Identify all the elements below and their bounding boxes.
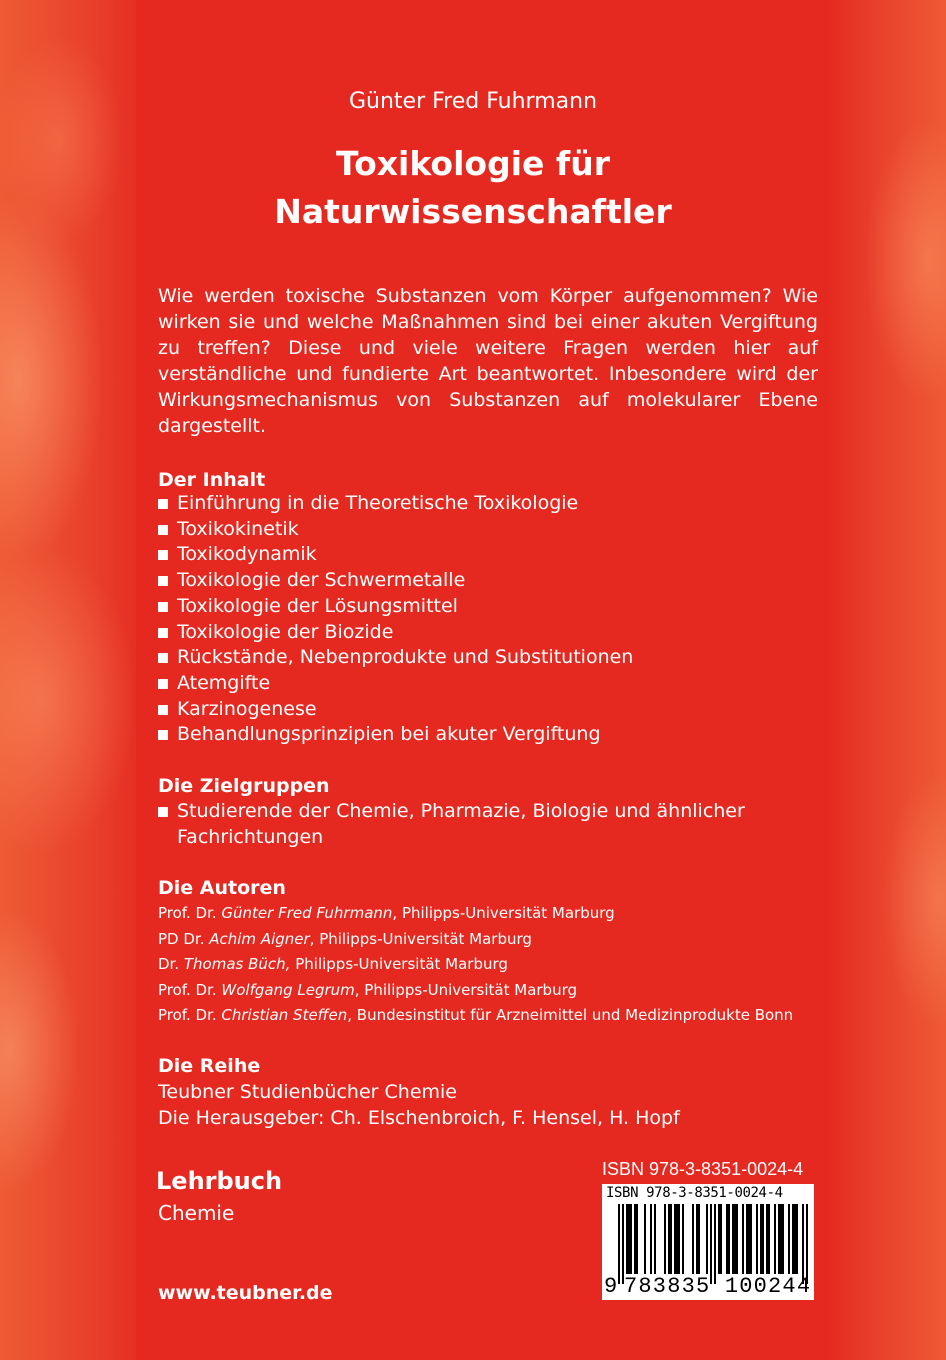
autoren-heading: Die Autoren — [158, 877, 286, 899]
barcode-bar — [630, 1204, 632, 1274]
author-name: Günter Fred Fuhrmann — [221, 904, 393, 922]
inhalt-heading: Der Inhalt — [158, 469, 266, 491]
barcode-bar — [622, 1204, 624, 1284]
bullet-square-icon — [158, 653, 168, 663]
barcode-bar — [794, 1204, 796, 1274]
author-entry — [158, 1003, 838, 1029]
author-affiliation: , Philipps-Universität Marburg — [354, 980, 578, 999]
bullet-square-icon — [158, 525, 168, 535]
barcode-bar — [720, 1204, 722, 1274]
zielgruppen-list — [158, 799, 818, 850]
inhalt-item — [158, 594, 828, 620]
book-title-line-2: Naturwissenschaftler — [274, 192, 672, 231]
author-entry — [158, 978, 838, 1004]
bullet-square-icon — [158, 602, 168, 612]
inhalt-list — [158, 491, 828, 748]
barcode-bar — [748, 1204, 750, 1274]
inhalt-item — [158, 620, 828, 646]
author-name: Thomas Büch, — [183, 955, 291, 974]
barcode-bar — [762, 1204, 764, 1274]
barcode-bar — [678, 1204, 680, 1274]
book-title — [0, 140, 946, 236]
author-name: Wolfgang Legrum — [221, 980, 355, 999]
barcode-bar — [782, 1204, 784, 1274]
zielgruppen-heading: Die Zielgruppen — [158, 775, 330, 797]
author-name: Achim Aigner — [209, 929, 310, 948]
barcode-bar — [792, 1204, 794, 1274]
author-entry — [158, 952, 838, 978]
bullet-square-icon — [158, 628, 168, 638]
reihe-heading: Die Reihe — [158, 1055, 261, 1077]
barcode-digit-rest: 783835 100244 — [624, 1274, 812, 1299]
reihe-editors: Die Herausgeber: Ch. Elschenbroich, F. Hensel, H. Hopf — [158, 1107, 680, 1129]
barcode-bar — [644, 1204, 646, 1274]
barcode-bar — [756, 1204, 758, 1274]
barcode-bar — [718, 1204, 720, 1274]
intro-paragraph: Wie werden toxische Substanzen vom Körper aufgenommen? Wie wirken sie und welche Maßnahmen sind bei einer akuten Vergiftung zu treffen? Diese und viele weitere Fragen werden hier auf verständliche und fundierte Art beantwortet. Inbesondere wird der Wirkungsmechanismus von Substanzen auf molekularer Ebene dargestellt. — [158, 285, 818, 437]
barcode-bar — [676, 1204, 678, 1274]
author-affiliation: , Philipps-Universität Marburg — [309, 929, 532, 948]
barcode-bar — [698, 1204, 700, 1274]
inhalt-item — [158, 517, 828, 543]
book-title-line-1: Toxikologie für — [335, 144, 611, 183]
bullet-square-icon — [158, 807, 168, 817]
barcode-bar — [788, 1204, 790, 1274]
author-affiliation: , Philipps-Universität Marburg — [392, 904, 615, 922]
inhalt-item — [158, 645, 828, 671]
inhalt-item — [158, 671, 828, 697]
bullet-square-icon — [158, 499, 168, 509]
barcode-bar — [626, 1204, 628, 1274]
barcode-bar — [634, 1204, 636, 1274]
inhalt-item-label: Atemgifte — [177, 671, 271, 694]
barcode-bar — [774, 1204, 776, 1274]
inhalt-item-label: Behandlungsprinzipien bei akuter Vergiftung — [177, 723, 601, 746]
barcode-bar — [664, 1204, 666, 1274]
barcode-bar — [728, 1204, 730, 1274]
publisher-url[interactable]: www.teubner.de — [158, 1282, 333, 1304]
autoren-list — [158, 901, 838, 1029]
subject-label: Chemie — [158, 1201, 235, 1225]
inhalt-item-label: Einführung in die Theoretische Toxikologie — [177, 492, 579, 514]
barcode-bar — [628, 1204, 630, 1274]
author-entry — [158, 927, 838, 953]
barcode-bar — [778, 1204, 780, 1274]
bullet-square-icon — [158, 730, 168, 740]
barcode-digit-lead: 9 — [604, 1274, 618, 1299]
barcode-bar — [796, 1204, 798, 1274]
author-title: Dr. — [158, 955, 184, 974]
author-name: Christian Steffen — [221, 1006, 348, 1025]
barcode-bar — [736, 1204, 738, 1274]
barcode-bar — [806, 1204, 808, 1284]
barcode-bar — [706, 1204, 708, 1274]
author-affiliation: Philipps-Universität Marburg — [290, 955, 508, 974]
barcode-bar — [734, 1204, 736, 1274]
barcode-bar — [654, 1204, 656, 1274]
barcode-isbn-label: ISBN 978-3-8351-0024-4 — [606, 1185, 783, 1201]
author-entry — [158, 901, 838, 927]
inhalt-item — [158, 542, 828, 568]
barcode-bar — [714, 1204, 716, 1284]
author-title: Prof. Dr. — [158, 980, 222, 999]
barcode-bar — [750, 1204, 752, 1274]
barcode-bar — [670, 1204, 672, 1274]
inhalt-item — [158, 722, 828, 748]
barcode-bar — [780, 1204, 782, 1274]
barcode-bar — [746, 1204, 748, 1274]
inhalt-item-label: Toxikologie der Lösungsmittel — [177, 594, 458, 617]
bullet-square-icon — [158, 679, 168, 689]
author-title: PD Dr. — [158, 929, 210, 948]
isbn-text: ISBN 978-3-8351-0024-4 — [602, 1159, 804, 1179]
reihe-series: Teubner Studienbücher Chemie — [158, 1081, 457, 1103]
barcode-bar — [760, 1204, 762, 1274]
barcode-bar — [766, 1204, 768, 1274]
barcode-bar — [636, 1204, 638, 1274]
inhalt-item-label: Toxikologie der Schwermetalle — [177, 569, 466, 592]
barcode-bar — [618, 1204, 620, 1284]
cover-author: Günter Fred Fuhrmann — [348, 89, 598, 114]
barcode-bar — [732, 1204, 734, 1274]
inhalt-item-label: Karzinogenese — [177, 697, 317, 720]
inhalt-item-label: Rückstände, Nebenprodukte und Substitutionen — [177, 646, 634, 669]
barcode-bar — [696, 1204, 698, 1274]
category-label: Lehrbuch — [156, 1167, 283, 1195]
inhalt-item-label: Toxikodynamik — [177, 543, 317, 566]
barcode-bar — [742, 1204, 744, 1274]
bullet-square-icon — [158, 550, 168, 560]
inhalt-item-label: Toxikokinetik — [177, 517, 299, 540]
barcode-bar — [692, 1204, 694, 1274]
barcode-bar — [726, 1204, 728, 1274]
barcode-bar — [710, 1204, 712, 1284]
barcode-bar — [682, 1204, 684, 1274]
bullet-square-icon — [158, 576, 168, 586]
barcode-bar — [650, 1204, 652, 1274]
inhalt-item — [158, 491, 828, 517]
barcode-bar — [768, 1204, 770, 1274]
barcode-bar — [802, 1204, 804, 1284]
author-affiliation: , Bundesinstitut für Arzneimittel und Medizinprodukte Bonn — [347, 1006, 794, 1025]
inhalt-item-label: Toxikologie der Biozide — [177, 620, 394, 643]
barcode — [602, 1184, 814, 1300]
inhalt-item — [158, 568, 828, 594]
inhalt-item — [158, 697, 828, 723]
zielgruppe-item-label: Studierende der Chemie, Pharmazie, Biologie und ähnlicher Fachrichtungen — [177, 800, 745, 848]
author-title: Prof. Dr. — [158, 1006, 222, 1025]
zielgruppe-item — [158, 799, 818, 850]
barcode-bar — [674, 1204, 676, 1274]
barcode-bar — [668, 1204, 670, 1274]
author-title: Prof. Dr. — [158, 904, 222, 922]
bullet-square-icon — [158, 705, 168, 715]
